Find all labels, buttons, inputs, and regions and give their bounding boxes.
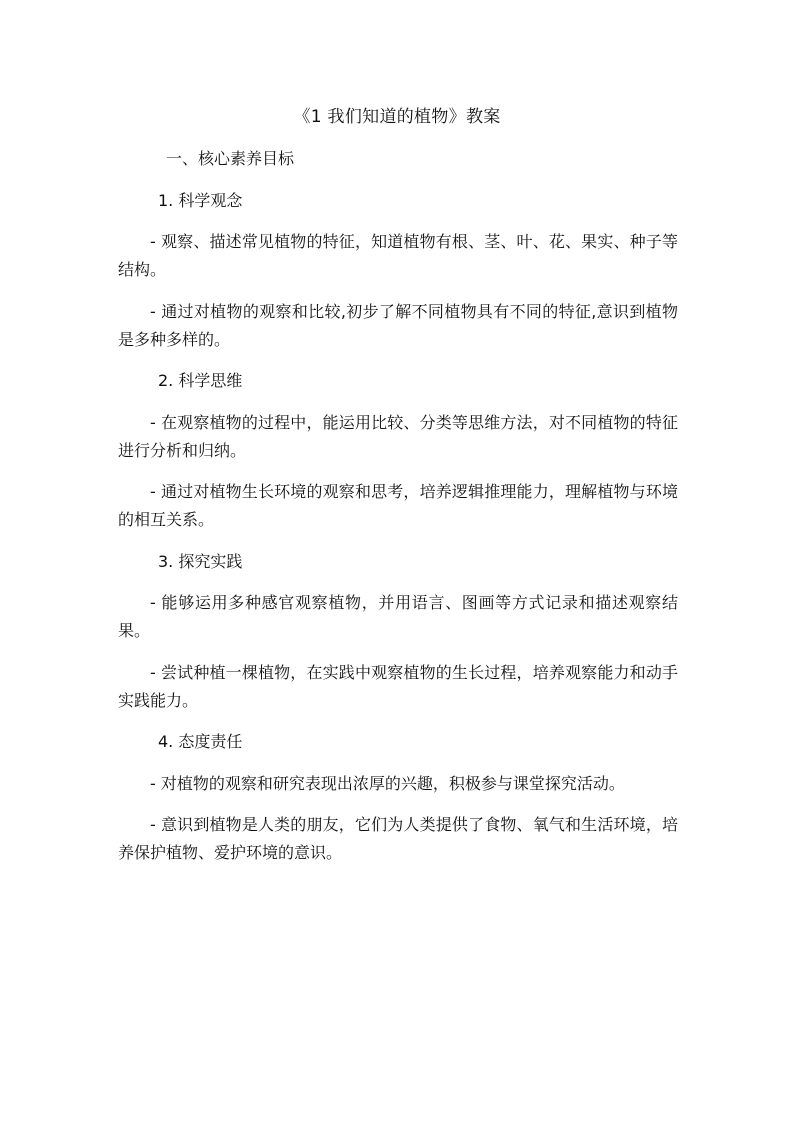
subheading-attitude-responsibility: 4. 态度责任 — [158, 732, 243, 751]
subheading-inquiry-practice: 3. 探究实践 — [158, 551, 243, 571]
list-item: - 在观察植物的过程中，能运用比较、分类等思维方法，对不同植物的特征进行分析和归纳。 — [118, 412, 678, 460]
subheading-scientific-thinking: 2. 科学思维 — [158, 371, 243, 390]
list-item: - 能够运用多种感官观察植物，并用语言、图画等方式记录和描述观察结果。 — [118, 593, 678, 640]
section-heading-core-literacy: 一、核心素养目标 — [166, 149, 295, 168]
list-item: - 意识到植物是人类的朋友，它们为人类提供了食物、氧气和生活环境，培养保护植物、爱护环境的意识。 — [118, 815, 678, 862]
list-item: - 通过对植物的观察和比较,初步了解不同植物具有不同的特征,意识到植物是多种多样的。 — [118, 301, 678, 349]
list-item: - 对植物的观察和研究表现出浓厚的兴趣，积极参与课堂探究活动。 — [150, 773, 625, 793]
document-body — [118, 145, 678, 881]
document-title: 《1 我们知道的植物》教案 — [293, 107, 501, 127]
list-item: - 尝试种植一棵植物，在实践中观察植物的生长过程，培养观察能力和动手实践能力。 — [118, 662, 678, 710]
list-item: - 观察、描述常见植物的特征，知道植物有根、茎、叶、花、果实、种子等结构。 — [118, 232, 678, 279]
subheading-scientific-concept: 1. 科学观念 — [158, 190, 243, 210]
list-item: - 通过对植物生长环境的观察和思考，培养逻辑推理能力，理解植物与环境的相互关系。 — [118, 482, 678, 529]
